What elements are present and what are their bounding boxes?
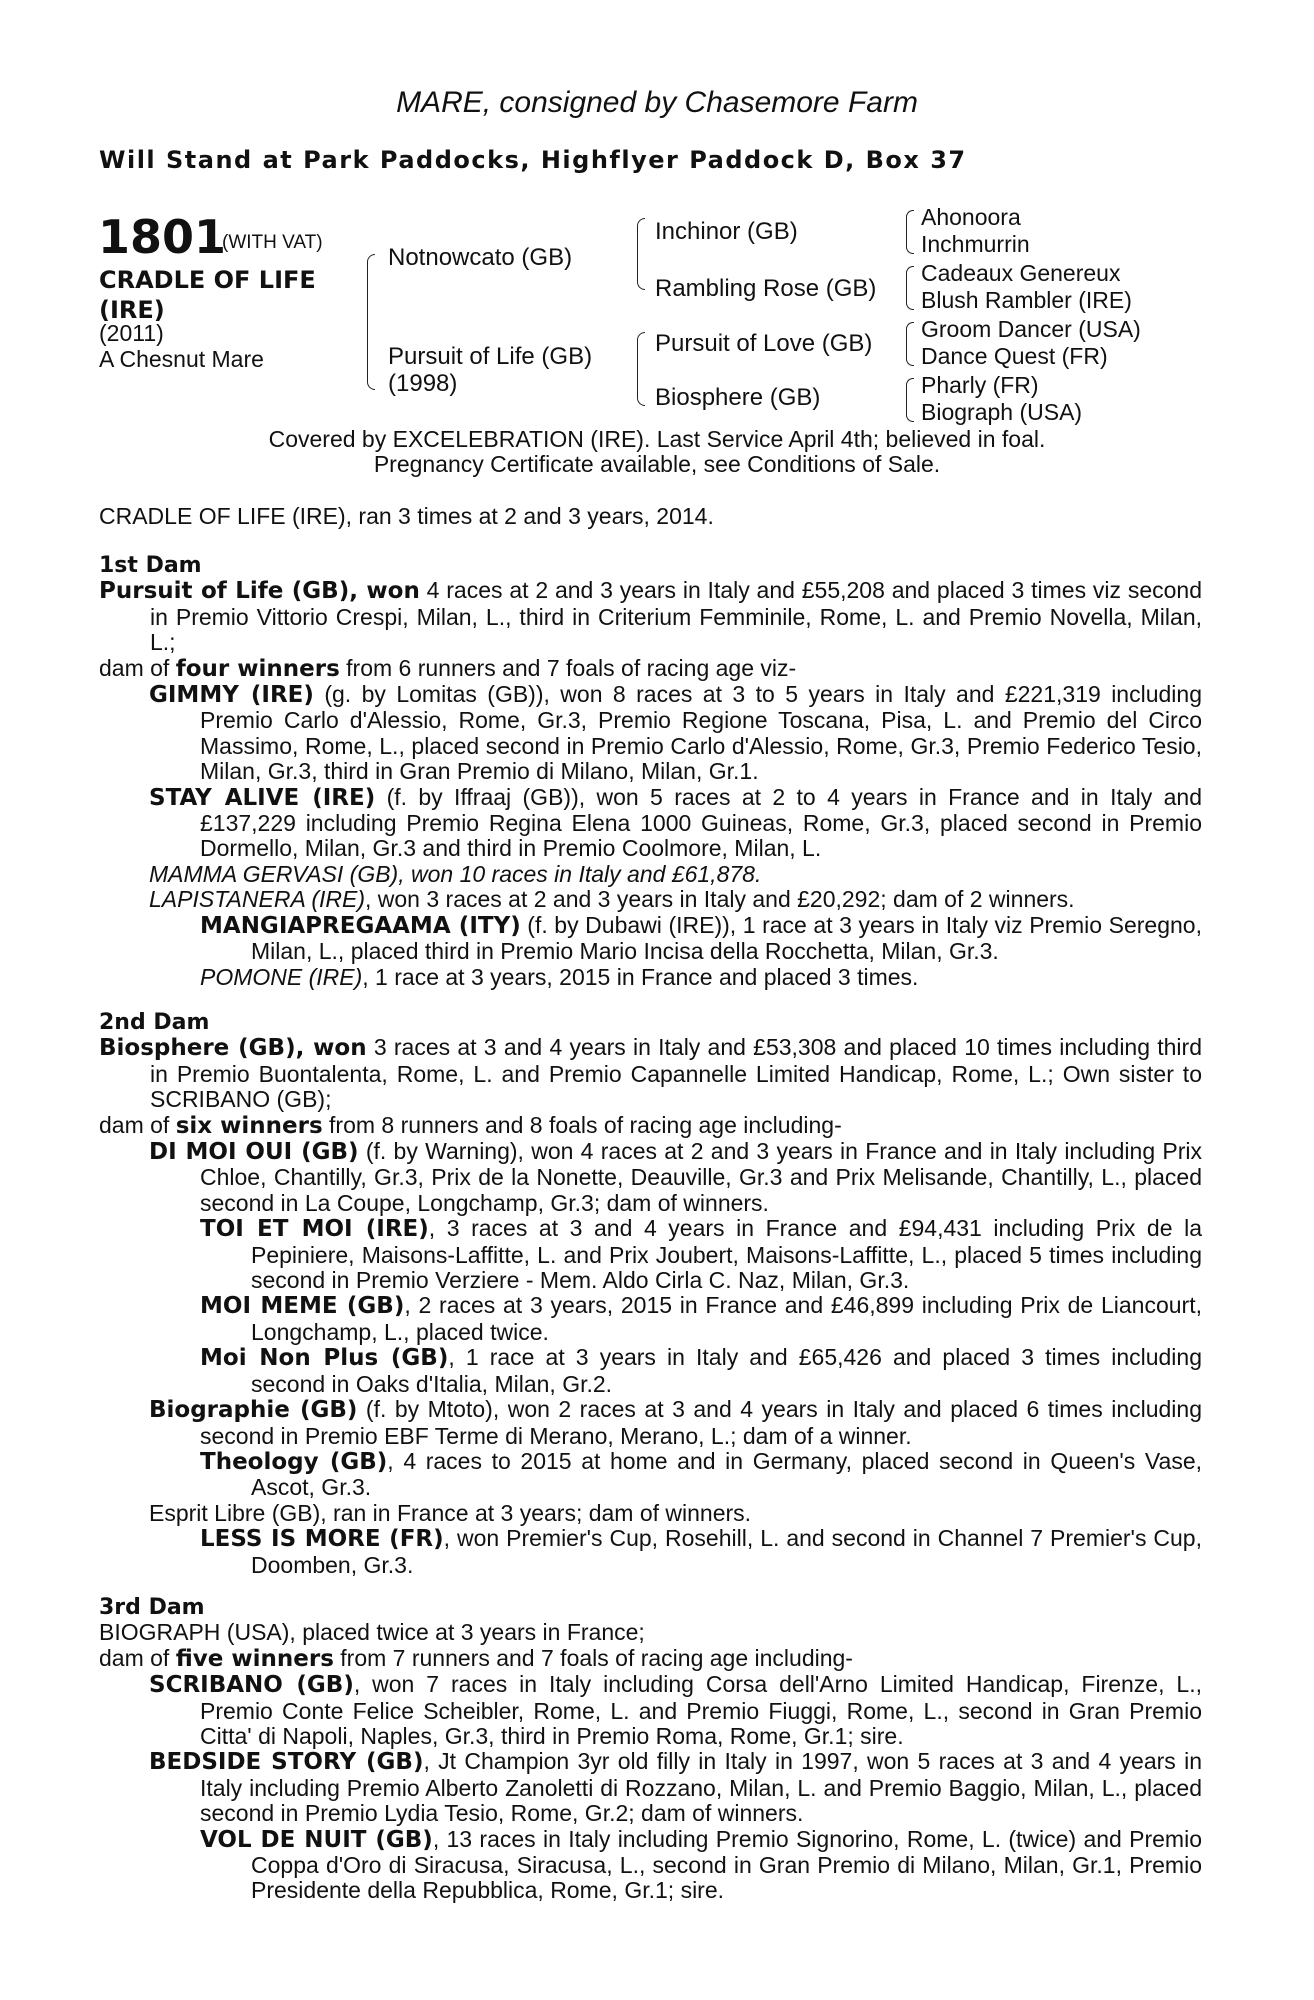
pedigree-sds: Cadeaux Genereux xyxy=(921,260,1121,286)
produce-vol-de-nuit: VOL DE NUIT (GB), 13 races in Italy including Premio Signorino, Rome, L. (twice) and Premio Coppa d'Oro di Siracusa, Siracusa, L., second in Gran Premio di Milano, Milan, Gr.1, Premio Presidente della Repubblica, Rome, Gr.1; sire. xyxy=(200,1825,1202,1904)
dam-parents-bracket xyxy=(637,332,645,406)
horse-name: CRADLE OF LIFE (IRE) xyxy=(99,266,316,324)
produce-pomone: POMONE (IRE), 1 race at 3 years, 2015 in France and placed 3 times. xyxy=(200,963,919,990)
gen3-bracket-1 xyxy=(906,210,914,254)
pedigree-sire: Notnowcato (GB) xyxy=(388,244,573,271)
pedigree-dam-sire: Pursuit of Love (GB) xyxy=(655,330,873,357)
produce-toi-et-moi: TOI ET MOI (IRE), 3 races at 3 and 4 years in France and £94,431 including Prix de la Pepiniere, Maisons-Laffitte, L. and Prix Joubert, Maisons-Laffitte, L., placed 5 times including second in Premio Verziere - Mem. Aldo Cirla C. Naz, Milan, Gr.3. xyxy=(200,1215,1202,1294)
produce-moi-non-plus: Moi Non Plus (GB), 1 race at 3 years in Italy and £65,426 and placed 3 times including second in Oaks d'Italia, Milan, Gr.2. xyxy=(200,1344,1202,1397)
horse-description: A Chesnut Mare xyxy=(99,346,264,372)
first-dam-produce-summary: dam of four winners from 6 runners and 7 foals of racing age viz- xyxy=(99,654,797,682)
produce-biographie: Biographie (GB) (f. by Mtoto), won 2 races at 3 and 4 years in Italy and placed 6 times including second in Premio EBF Terme di Merano, Merano, L.; dam of a winner. xyxy=(149,1396,1202,1449)
pedigree-sire-dam: Rambling Rose (GB) xyxy=(655,275,877,302)
sire-dam-bracket xyxy=(367,254,375,390)
produce-gimmy: GIMMY (IRE) (g. by Lomitas (GB)), won 8 races at 3 to 5 years in Italy and £221,319 including Premio Carlo d'Alessio, Rome, Gr.3, Premio Regione Toscana, Pisa, L. and Premio del Circo Massimo, Rome, L., placed second in Premio Carlo d'Alessio, Rome, Gr.3, Premio Federico Tesio, Milan, Gr.3, third in Gran Premio di Milano, Milan, Gr.1. xyxy=(149,681,1202,785)
produce-mangiapregaama: MANGIAPREGAAMA (ITY) (f. by Dubawi (IRE)), 1 race at 3 years in Italy viz Premio Seregno, Milan, L., placed third in Premio Mario Incisa della Rocchetta, Milan, Gr.3. xyxy=(200,911,1202,965)
first-dam-record: Pursuit of Life (GB), won 4 races at 2 and 3 years in Italy and £55,208 and placed 3 times viz second in Premio Vittorio Crespi, Milan, L., third in Criterium Femminile, Rome, L. and Premio Novella, Milan, L.; xyxy=(99,577,1203,656)
produce-stay-alive: STAY ALIVE (IRE) (f. by Iffraaj (GB)), won 5 races at 2 to 4 years in France and in Italy and £137,229 including Premio Regina Elena 1000 Guineas, Rome, Gr.3, placed second in Premio Dormello, Milan, Gr.3 and third in Premio Coolmore, Milan, L. xyxy=(149,783,1202,862)
produce-scribano: SCRIBANO (GB), won 7 races in Italy including Corsa dell'Arno Limited Handicap, Firenze, L., Premio Conte Felice Scheibler, Rome, L. and Premio Fiuggi, Rome, L., second in Gran Premio Citta' di Napoli, Naples, Gr.3, third in Premio Roma, Rome, Gr.1; sire. xyxy=(149,1671,1202,1750)
pedigree-ssd: Inchmurrin xyxy=(921,231,1030,257)
pedigree-dss: Groom Dancer (USA) xyxy=(921,316,1141,342)
pregnancy-line: Pregnancy Certificate available, see Conditions of Sale. xyxy=(373,451,941,477)
produce-less-is-more: LESS IS MORE (FR), won Premier's Cup, Rosehill, L. and second in Channel 7 Premier's Cup, Doomben, Gr.3. xyxy=(200,1525,1202,1578)
first-dam-section xyxy=(99,553,1202,990)
race-summary: CRADLE OF LIFE (IRE), ran 3 times at 2 and 3 years, 2014. xyxy=(99,503,714,529)
produce-moi-meme: MOI MEME (GB), 2 races at 3 years, 2015 in France and £46,899 including Prix de Liancourt, Longchamp, L., placed twice. xyxy=(200,1292,1202,1345)
gen3-bracket-3 xyxy=(906,322,914,366)
gen3-bracket-4 xyxy=(906,378,914,422)
produce-di-moi-oui: DI MOI OUI (GB) (f. by Warning), won 4 races at 2 and 3 years in France and in Italy including Prix Chloe, Chantilly, Gr.3, Prix de la Nonette, Deauville, Gr.3 and Prix Melisande, Chantilly, L., placed second in La Coupe, Longchamp, Gr.3; dam of winners. xyxy=(149,1138,1202,1216)
pedigree-dsd: Dance Quest (FR) xyxy=(921,343,1108,369)
third-dam-record: BIOGRAPH (USA), placed twice at 3 years in France; xyxy=(99,1619,645,1646)
second-dam-produce-summary: dam of six winners from 8 runners and 8 foals of racing age including- xyxy=(99,1111,842,1139)
third-dam-section xyxy=(99,1595,1202,1904)
gen3-bracket-2 xyxy=(906,266,914,310)
lot-number: 1801 xyxy=(98,210,227,264)
pedigree-dam-year: (1998) xyxy=(388,370,458,397)
sire-parents-bracket xyxy=(637,218,645,290)
produce-theology: Theology (GB), 4 races to 2015 at home and in Germany, placed second in Queen's Vase, Ascot, Gr.3. xyxy=(200,1447,1203,1501)
third-dam-produce-summary: dam of five winners from 7 runners and 7 foals of racing age including- xyxy=(99,1644,853,1672)
covered-line: Covered by EXCELEBRATION (IRE). Last Service April 4th; believed in foal. xyxy=(268,426,1046,452)
pedigree-sire-sire: Inchinor (GB) xyxy=(655,218,798,245)
horse-year: (2011) xyxy=(99,320,164,346)
pedigree-sdd: Blush Rambler (IRE) xyxy=(921,287,1132,313)
stand-location: Will Stand at Park Paddocks, Highflyer Paddock D, Box 37 xyxy=(99,146,967,174)
pedigree-dam-dam: Biosphere (GB) xyxy=(655,384,821,411)
pedigree-sss: Ahonoora xyxy=(921,204,1021,230)
produce-bedside-story: BEDSIDE STORY (GB), Jt Champion 3yr old filly in Italy in 1997, won 5 races at 3 and 4 years in Italy including Premio Alberto Zanoletti di Rozzano, Milan, L. and Premio Baggio, Milan, L., placed second in Premio Lydia Tesio, Rome, Gr.2; dam of winners. xyxy=(149,1748,1202,1827)
consignment-line: MARE, consigned by Chasemore Farm xyxy=(396,86,918,119)
pedigree-dam: Pursuit of Life (GB) xyxy=(388,343,593,370)
first-dam-heading: 1st Dam xyxy=(99,553,202,578)
second-dam-record: Biosphere (GB), won 3 races at 3 and 4 years in Italy and £53,308 and placed 10 times including third in Premio Buontalenta, Rome, L. and Premio Capannelle Limited Handicap, Rome, L.; Own sister to SCRIBANO (GB); xyxy=(99,1034,1202,1113)
produce-mamma-gervasi: MAMMA GERVASI (GB), won 10 races in Italy and £61,878. xyxy=(149,860,762,887)
pedigree-ddd: Biograph (USA) xyxy=(921,399,1083,425)
produce-esprit-libre: Esprit Libre (GB), ran in France at 3 years; dam of winners. xyxy=(149,1499,752,1526)
second-dam-section xyxy=(99,1010,1202,1578)
third-dam-heading: 3rd Dam xyxy=(99,1595,205,1620)
second-dam-heading: 2nd Dam xyxy=(99,1010,210,1035)
lot-vat: (WITH VAT) xyxy=(222,232,323,253)
pedigree-dds: Pharly (FR) xyxy=(921,372,1039,398)
produce-lapistanera: LAPISTANERA (IRE), won 3 races at 2 and 3 years in Italy and £20,292; dam of 2 winners. xyxy=(149,886,1075,913)
